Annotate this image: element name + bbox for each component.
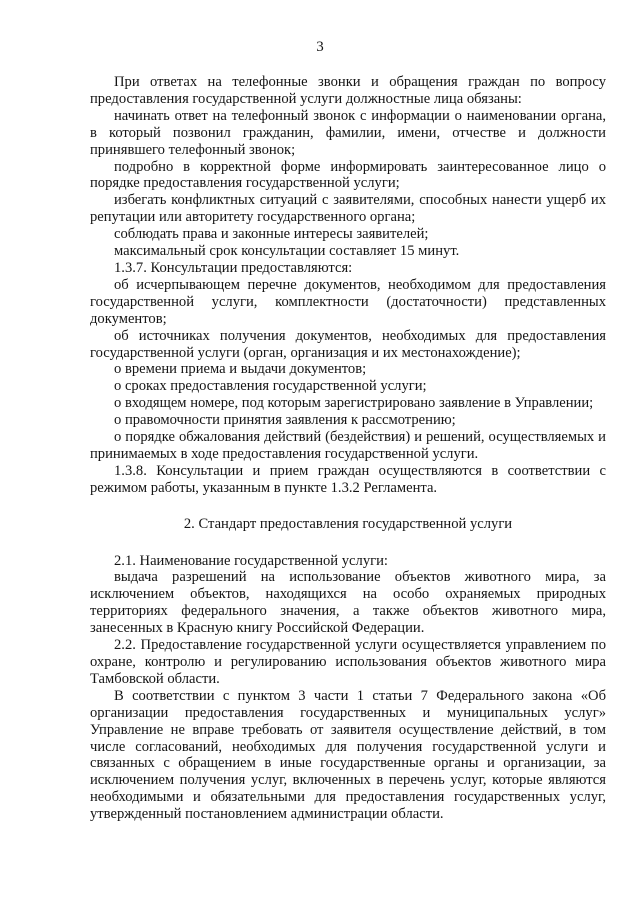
paragraph: В соответствии с пунктом 3 части 1 статьи 7 Федерального закона «Об организации предоставления государственных и муниципальных услуг» Управление не вправе требовать от заявителя осуществление действий, в том числе согласований, необходимых для получения государственной услуги и связанных с обращением в иные государственные органы и организации, за исключением получения услуг, включенных в перечень услуг, которые являются необходимыми и обязательными для предоставления государственных услуг, утвержденный постановлением администрации области. xyxy=(90,687,606,823)
paragraph: о входящем номере, под которым зарегистрировано заявление в Управлении; xyxy=(114,395,594,412)
paragraph: о правомочности принятия заявления к рассмотрению; xyxy=(114,412,456,429)
page-number: 3 xyxy=(316,39,324,55)
paragraph: выдача разрешений на использование объектов животного мира, за исключением объектов, находящихся на особо охраняемых природных территориях федерального значения, а также объектов животного мира, занесенных в Красную книгу Российской Федерации. xyxy=(90,569,606,637)
paragraph: избегать конфликтных ситуаций с заявителями, способных нанести ущерб их репутации или авторитету государственного органа; xyxy=(90,192,606,226)
paragraph: 2.2. Предоставление государственной услуги осуществляется управлением по охране, контролю и регулированию использования объектов животного мира Тамбовской области. xyxy=(90,637,606,687)
paragraph: 1.3.7. Консультации предоставляются: xyxy=(114,259,353,276)
paragraph: о времени приема и выдачи документов; xyxy=(114,361,367,378)
paragraph: соблюдать права и законные интересы заявителей; xyxy=(114,226,429,243)
paragraph: При ответах на телефонные звонки и обращения граждан по вопросу предоставления государственной услуги должностные лица обязаны: xyxy=(90,74,606,107)
paragraph: максимальный срок консультации составляет 15 минут. xyxy=(114,243,460,260)
paragraph: 1.3.8. Консультации и прием граждан осуществляются в соответствии с режимом работы, указанным в пункте 1.3.2 Регламента. xyxy=(90,462,606,496)
paragraph: об исчерпывающем перечне документов, необходимом для предоставления государственной услуги, комплектности (достаточности) представленных документов; xyxy=(90,276,606,327)
paragraph: о порядке обжалования действий (бездействия) и решений, осуществляемых и принимаемых в ходе предоставления государственной услуги. xyxy=(90,429,606,462)
paragraph: начинать ответ на телефонный звонок с информации о наименовании органа, в который позвонил гражданин, фамилии, имени, отчестве и должности принявшего телефонный звонок; xyxy=(90,107,606,158)
paragraph: об источниках получения документов, необходимых для предоставления государственной услуги (орган, организация и их местонахождение); xyxy=(90,327,606,361)
document-body xyxy=(90,74,606,823)
paragraph: подробно в корректной форме информировать заинтересованное лицо о порядке предоставления государственной услуги; xyxy=(90,158,606,192)
paragraph: о сроках предоставления государственной услуги; xyxy=(114,378,427,395)
paragraph: 2.1. Наименование государственной услуги: xyxy=(114,552,388,569)
section-heading: 2. Стандарт предоставления государственной услуги xyxy=(183,515,513,532)
